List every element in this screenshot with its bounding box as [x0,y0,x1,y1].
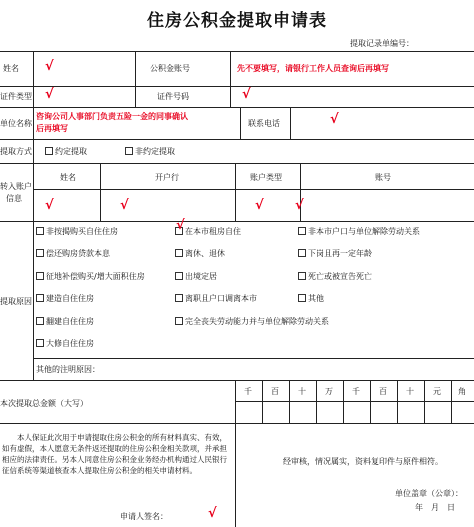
method-option-nonagreed[interactable]: 非约定提取 [125,146,175,157]
amount-unit: 千 [244,387,252,396]
unit-note-line2: 后再填写 [36,124,68,133]
reason-option[interactable]: 完全丧失劳动能力并与单位解除劳动关系 [175,316,329,327]
applicant-sign-label: 申请人签名： [120,512,168,521]
phone-check[interactable]: √ [330,112,339,127]
account-label: 公积金账号 [150,64,190,73]
method-label: 提取方式 [0,147,32,156]
method-option-agreed[interactable]: 约定提取 [45,146,87,157]
review-text: 经审核，情况属实，资料复印件与原件相符。 [283,457,443,466]
id-type-check[interactable]: √ [45,87,54,102]
unit-name-label: 单位名称 [0,119,32,128]
amount-unit: 十 [406,387,414,396]
reason-option[interactable]: 离职且户口调离本市 [175,293,257,304]
other-reason-label: 其他的注明原因： [36,365,100,374]
name-label: 姓名 [3,64,19,73]
reason-label: 提取原因 [0,297,32,306]
reason-option[interactable]: 在本市租房自住 [175,226,241,237]
id-number-label: 证件号码 [157,92,189,101]
account-note: 先不要填写，请银行工作人员查询后再填写 [237,64,389,73]
review-date: 年 月 日 [415,503,455,512]
payee-col-bank: 开户行 [155,173,179,182]
payee-col-type: 账户类型 [250,173,282,182]
reason-option[interactable]: 其他 [298,293,324,304]
amount-unit: 百 [379,387,387,396]
amount-unit: 元 [433,387,441,396]
payee-bank-check[interactable]: √ [120,198,129,213]
reason-option[interactable]: 翻建自住住房 [36,316,94,327]
reason-option[interactable]: 死亡或被宣告死亡 [298,271,372,282]
reason-option[interactable]: 征地补偿购买/增大面积住房 [36,271,145,282]
payee-label-line1: 转入账户 [0,182,32,191]
payee-label-line2: 信息 [6,194,22,203]
payee-name-check[interactable]: √ [45,198,54,213]
reason-option[interactable]: 出境定居 [175,271,217,282]
amount-unit: 十 [298,387,306,396]
amount-unit: 千 [352,387,360,396]
reason-option[interactable]: 偿还购房贷款本息 [36,248,110,259]
amount-unit: 百 [271,387,279,396]
reason-option[interactable]: 离休、退休 [175,248,225,259]
applicant-sign-check[interactable]: √ [208,506,217,521]
declaration-text: 本人保证此次用于申请提取住房公积金的所有材料真实、有效，如有虚假，本人愿意无条件返还提取的住房公积金相关款项，并承担相应的法律责任。另本人同意住房公积金业务经办机构通过人民银行征信系统等渠道核查本人提取住房公积金的相关申请材料。 [2,433,227,475]
payee-type-check[interactable]: √ [255,198,264,213]
reason-option[interactable]: 非按揭购买自住住房 [36,226,118,237]
amount-unit: 角 [458,387,466,396]
unit-note-line1: 咨询公司人事部门负责五险一金的同事确认 [36,112,188,121]
reason-option[interactable]: 非本市户口与单位解除劳动关系 [298,226,420,237]
id-number-check[interactable]: √ [242,87,251,102]
payee-col-account: 账号 [375,173,391,182]
reason-option[interactable]: 下岗且再一定年龄 [298,248,372,259]
amount-label: 本次提取总金额（大写） [0,399,88,408]
payee-account-check[interactable]: √ [295,198,304,213]
form-title: 住房公积金提取申请表 [147,11,327,31]
phone-label: 联系电话 [248,119,280,128]
id-type-label: 证件类型 [0,92,32,101]
name-check[interactable]: √ [45,59,54,74]
record-number-label: 提取记录单编号： [350,39,414,48]
payee-col-name: 姓名 [60,173,76,182]
seal-label: 单位盖章（公章）： [395,489,463,498]
reason-option[interactable]: 大修自住住房 [36,338,94,349]
reason-rent-check[interactable]: √ [176,218,185,233]
amount-unit: 万 [325,387,333,396]
reason-option[interactable]: 建造自住住房 [36,293,94,304]
